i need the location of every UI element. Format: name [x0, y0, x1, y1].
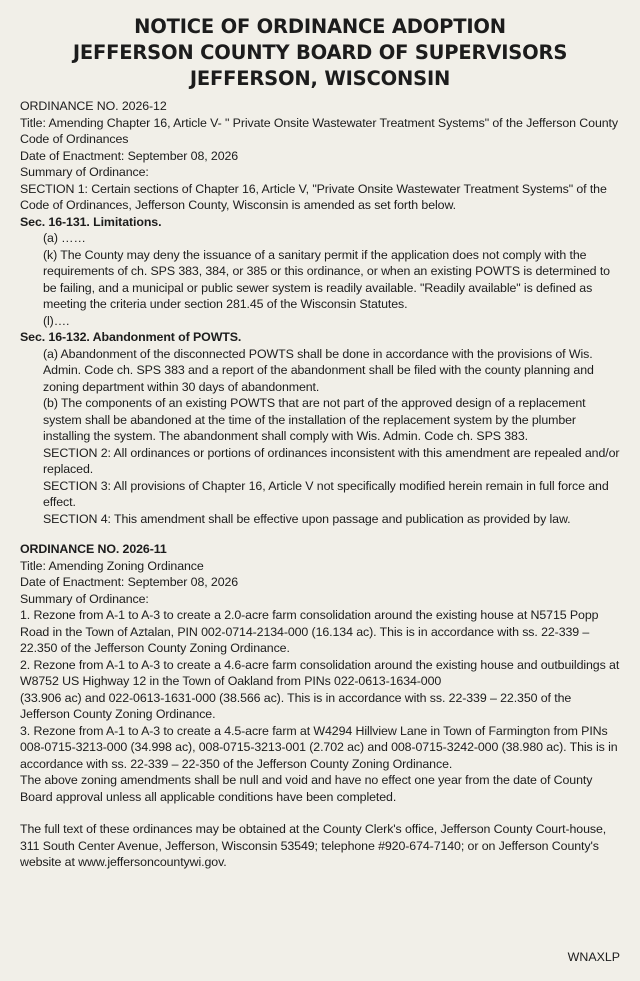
spacer	[20, 527, 620, 541]
ordinance-title: Title: Amending Chapter 16, Article V- " Private Onsite Wastewater Treatment Systems" of the Jefferson County Code of Ordinances	[20, 115, 618, 146]
section-1: SECTION 1: Certain sections of Chapter 16, Article V, "Private Onsite Wastewater Treatment Systems" of the Code of Ordinances, Jefferson County, Wisconsin is amended as set forth below.	[20, 181, 607, 212]
notice-heading	[20, 14, 620, 92]
ordinance-title-2: Title: Amending Zoning Ordinance	[20, 558, 204, 573]
ordinance-number: ORDINANCE NO. 2026-12	[20, 99, 167, 113]
section-3: SECTION 3: All provisions of Chapter 16, Article V not specifically modified herein remain in full force and effect.	[43, 478, 609, 509]
rezone-item-2-cont: (33.906 ac) and 022-0613-1631-000 (38.566 ac). This is in accordance with ss. 22-339 – 22.350 of the Jefferson County Zoning Ordinance.	[20, 690, 572, 721]
enactment-date-2: Date of Enactment: September 08, 2026	[20, 575, 239, 589]
sec-131-l: (l)….	[43, 313, 70, 328]
rezone-item-3: 3. Rezone from A-1 to A-3 to create a 4.5-acre farm at W4294 Hillview Lane in Town of Farmington from PINs 008-0715-3213-000 (34.998 ac), 008-0715-3213-001 (2.702 ac) and 008-0715-3242-000 (38.980 ac). This is in accordance with ss. 22-339 – 22-350 of the Jefferson County Zoning Ordinance.	[20, 723, 618, 771]
rezone-item-2: 2. Rezone from A-1 to A-3 to create a 4.6-acre farm consolidation around the existing house and outbuildings at W8752 US Highway 12 in the Town of Oakland from PINs 022-0613-1634-000	[20, 657, 620, 688]
publication-code: WNAXLP	[567, 950, 620, 964]
heading-line-1: NOTICE OF ORDINANCE ADOPTION	[134, 15, 506, 38]
sec-131-k: (k) The County may deny the issuance of a sanitary permit if the application does not comply with the requirements of ch. SPS 383, 384, or 385 or this ordinance, or when an existing POWTS is determined to be failing, and a municipal or public sewer system is readily available. "Readily available" is defined as meeting the criteria under section 281.45 of the Wisconsin Statutes.	[43, 247, 610, 311]
sec-132-a: (a) Abandonment of the disconnected POWTS shall be done in accordance with the provisions of Wis. Admin. Code ch. SPS 383 and a report of the abandonment shall be filed with the county planning and zoning department within 30 days of abandonment.	[43, 346, 594, 394]
sec-131-a: (a) ……	[43, 231, 86, 245]
enactment-date: Date of Enactment: September 08, 2026	[20, 148, 239, 163]
closing-paragraph: The above zoning amendments shall be null and void and have no effect one year from the date of County Board approval unless all applicable conditions have been completed.	[20, 773, 593, 804]
heading-line-2: JEFFERSON COUNTY BOARD OF SUPERVISORS	[72, 41, 568, 64]
sec-132-heading: Sec. 16-132. Abandonment of POWTS.	[20, 330, 242, 344]
rezone-item-1: 1. Rezone from A-1 to A-3 to create a 2.0-acre farm consolidation around the existing house at N5715 Popp Road in the Town of Aztalan, PIN 002-0714-2134-000 (16.134 ac). This is in accordance with ss. 22-339 – 22.350 of the Jefferson County Zoning Ordinance.	[20, 608, 599, 655]
sec-132-b: (b) The components of an existing POWTS that are not part of the approved design of a replacement system shall be abandoned at the time of the installation of the replacement system by the plumber installing the system. The abandonment shall comply with Wis. Admin. Code ch. SPS 383.	[43, 396, 586, 443]
ordinance-number-2: ORDINANCE NO. 2026-11	[20, 542, 167, 556]
summary-label: Summary of Ordinance:	[20, 165, 149, 179]
notice-body	[20, 98, 620, 871]
section-2: SECTION 2: All ordinances or portions of ordinances inconsistent with this amendment are repealed and/or replaced.	[43, 445, 620, 476]
summary-label-2: Summary of Ordinance:	[20, 591, 149, 606]
section-4: SECTION 4: This amendment shall be effective upon passage and publication as provided by law.	[43, 511, 571, 526]
spacer	[20, 805, 620, 821]
full-text-note: The full text of these ordinances may be obtained at the County Clerk's office, Jefferson County Court-house, 311 South Center Avenue, Jefferson, Wisconsin 53549; telephone #920-674-7140; or on Jefferson County's website at www.jeffersoncountywi.gov.	[20, 822, 607, 869]
sec-131-heading: Sec. 16-131. Limitations.	[20, 214, 162, 229]
heading-line-3: JEFFERSON, WISCONSIN	[189, 67, 451, 90]
